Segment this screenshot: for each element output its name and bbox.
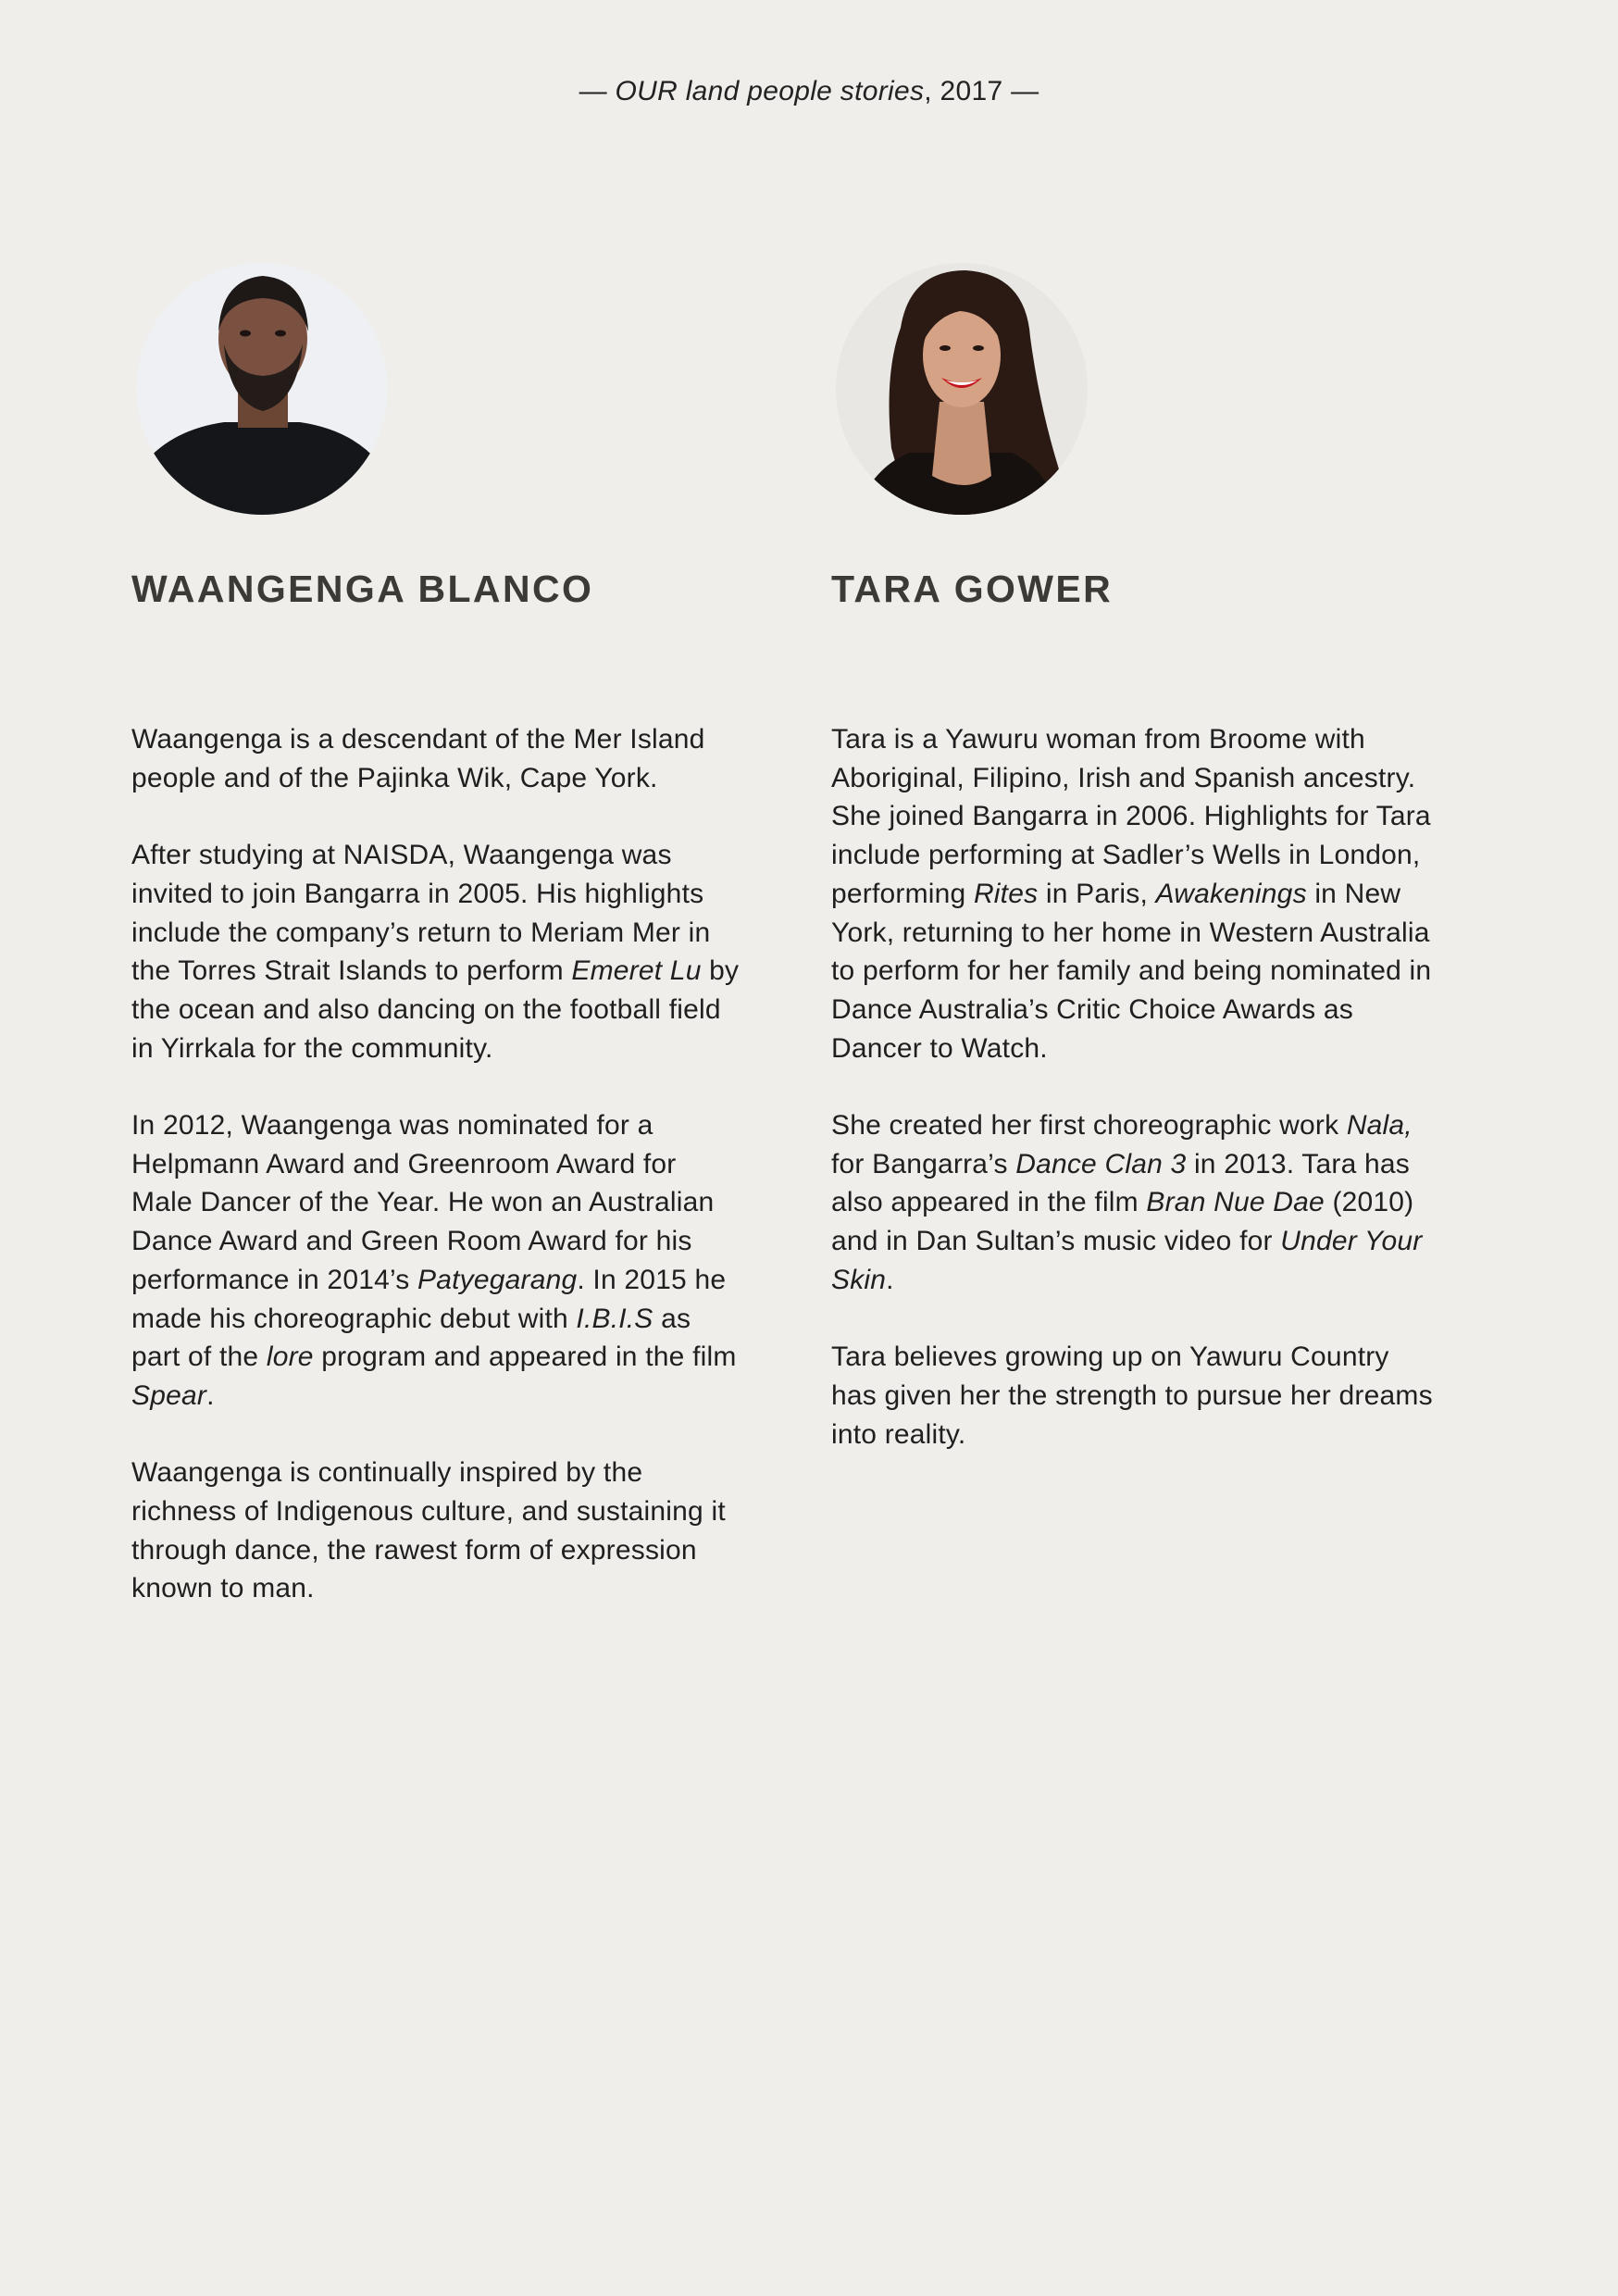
profile-name: WAANGENGA BLANCO (131, 568, 594, 610)
running-header-suffix: , 2017 — (924, 76, 1039, 106)
bio-text: as part of the (131, 1303, 691, 1373)
bio-paragraph (831, 1106, 1442, 1300)
portrait-waangenga-image (136, 263, 388, 515)
bio-text: Tara is a Yawuru woman from Broome with Aboriginal, Filipino, Irish and Spanish ancestry. She joined Bangarra in 2006. Highlights for Tara include performing at Sadler’s Wells in London, performing (831, 724, 1431, 909)
bio-text: (2010) and in Dan Sultan’s music video for (831, 1187, 1414, 1257)
work-title: Spear (131, 1379, 207, 1411)
profile-bio (131, 720, 742, 1608)
work-title: Nala, (1346, 1110, 1413, 1142)
profile-bio (831, 720, 1442, 1454)
work-title: lore (266, 1341, 314, 1373)
bio-text: She created her first choreographic work (831, 1110, 1347, 1142)
bio-text: for Bangarra’s (831, 1148, 1016, 1179)
bio-text: in 2013. Tara has also appeared in the film (831, 1148, 1410, 1218)
bio-text: Waangenga is continually inspired by the richness of Indigenous culture, and sustaining it through dance, the rawest form of expression known to man. (131, 1457, 726, 1604)
bio-text: . In 2015 he made his choreographic debut with (131, 1264, 727, 1334)
bio-text: In 2012, Waangenga was nominated for a Helpmann Award and Greenroom Award for Male Dancer of the Year. He won an Australian Dance Award and Green Room Award for his performance in 2014’s (131, 1110, 715, 1295)
bio-text: program and appeared in the film (313, 1341, 737, 1373)
bio-text: in New York, returning to her home in Western Australia to perform for her family and being nominated in Dance Australia’s Critic Choice Awards as Dancer to Watch. (831, 878, 1432, 1064)
portrait-tara (836, 263, 1088, 515)
profile-name: TARA GOWER (831, 568, 1114, 610)
bio-paragraph (131, 720, 742, 797)
work-title: Dance Clan 3 (1015, 1148, 1187, 1179)
running-header-prefix: — (579, 76, 616, 106)
work-title: Under Your Skin (831, 1226, 1423, 1295)
bio-paragraph (131, 1454, 742, 1608)
work-title: I.B.I.S (576, 1303, 653, 1334)
bio-text: Tara believes growing up on Yawuru Country has given her the strength to pursue her dreams into reality. (831, 1341, 1433, 1450)
work-title: Emeret Lu (571, 955, 702, 987)
profile-waangenga (131, 263, 742, 1647)
work-title: Rites (973, 878, 1039, 909)
bio-text: by the ocean and also dancing on the football field in Yirrkala for the community. (131, 955, 740, 1064)
running-header (0, 76, 1618, 107)
bio-text: Waangenga is a descendant of the Mer Island people and of the Pajinka Wik, Cape York. (131, 724, 705, 793)
bio-text: . (886, 1264, 894, 1295)
work-title: Awakenings (1155, 878, 1307, 909)
bio-text: . (206, 1379, 215, 1411)
portrait-waangenga (136, 263, 388, 515)
bio-paragraph (131, 1106, 742, 1416)
work-title: Bran Nue Dae (1146, 1187, 1325, 1218)
work-title: Patyegarang (417, 1264, 578, 1295)
portrait-tara-image (836, 263, 1088, 515)
bio-text: After studying at NAISDA, Waangenga was invited to join Bangarra in 2005. His highlights include the company’s return to Meriam Mer in the Torres Strait Islands to perform (131, 840, 711, 987)
publication-title: OUR land people stories (615, 76, 925, 106)
bio-paragraph (831, 1338, 1442, 1454)
bio-text: in Paris, (1038, 878, 1156, 909)
profile-tara (831, 263, 1442, 1492)
bio-paragraph (131, 836, 742, 1067)
bio-paragraph (831, 720, 1442, 1067)
